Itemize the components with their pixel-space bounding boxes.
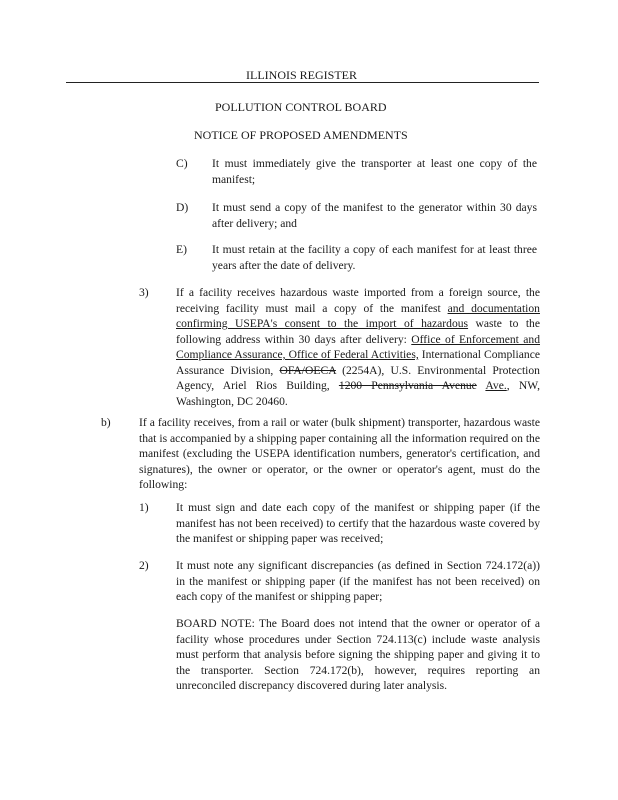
item-3-text-4: (2254A), U.S. Environmental Protection Agency, Ariel Rios Building, xyxy=(176,363,540,392)
section-b-label: b) xyxy=(101,416,111,429)
item-e-text: It must retain at the facility a copy of each manifest for at least three years after the date of delivery. xyxy=(212,243,537,272)
item-b2-text: It must note any significant discrepancies (as defined in Section 724.172(a)) in the manifest or shipping paper (if the manifest has not been received) on each copy of the manifest or shipping paper; xyxy=(176,559,540,603)
register-title: ILLINOIS REGISTER xyxy=(246,68,357,82)
item-3-inserted-2: Office of Enforcement and Compliance Assurance, Office of Federal Activities, xyxy=(176,332,540,361)
header-rule xyxy=(66,82,539,83)
item-c-label: C) xyxy=(176,157,188,170)
item-e-label: E) xyxy=(176,243,187,256)
item-d-text: It must send a copy of the manifest to the generator within 30 days after delivery; and xyxy=(212,201,537,230)
item-c-text: It must immediately give the transporter at least one copy of the manifest; xyxy=(212,157,537,186)
item-3-inserted-1: and documentation confirming USEPA's consent to the import of hazardous xyxy=(176,301,540,330)
item-3-label: 3) xyxy=(139,286,149,299)
item-3-paragraph xyxy=(176,285,540,409)
item-b2-label: 2) xyxy=(139,559,149,572)
item-3-text-5: , NW, Washington, DC 20460. xyxy=(176,379,541,408)
item-3-deleted-1: OFA/OECA xyxy=(279,363,336,377)
section-b-text: If a facility receives, from a rail or water (bulk shipment) transporter, hazardous waste that is accompanied by a shipping paper containing all the information required on the manifest (excluding the USEPA identification numbers, generator's certification, and signatures), the owner or operator, or the owner or operator's agent, must do the following: xyxy=(139,416,540,491)
item-3-deleted-2: 1200 Pennsylvania Avenue xyxy=(338,379,477,392)
item-d-label: D) xyxy=(176,201,189,214)
item-3-text-1: If a facility receives hazardous waste imported from a foreign source, the receiving facility must mail a copy of the manifest xyxy=(176,286,540,315)
item-b1-label: 1) xyxy=(139,501,149,514)
agency-title: POLLUTION CONTROL BOARD xyxy=(215,100,387,114)
item-3-text-3: International Compliance Assurance Division, xyxy=(176,348,540,377)
item-3-inserted-3: Ave. xyxy=(485,379,507,392)
item-3-text-2: waste to the following address within 30 days after delivery: xyxy=(176,317,540,346)
item-b1-text: It must sign and date each copy of the manifest or shipping paper (if the manifest has not been received) to certify that the hazardous waste covered by the manifest or shipping paper was received; xyxy=(176,501,540,545)
board-note: BOARD NOTE: The Board does not intend that the owner or operator of a facility whose procedures under Section 724.113(c) include waste analysis must perform that analysis before signing the shipping paper and giving it to the transporter. Section 724.172(b), however, requires reporting an unreconciled discrepancy discovered during later analysis. xyxy=(176,617,540,692)
notice-title: NOTICE OF PROPOSED AMENDMENTS xyxy=(194,128,408,142)
